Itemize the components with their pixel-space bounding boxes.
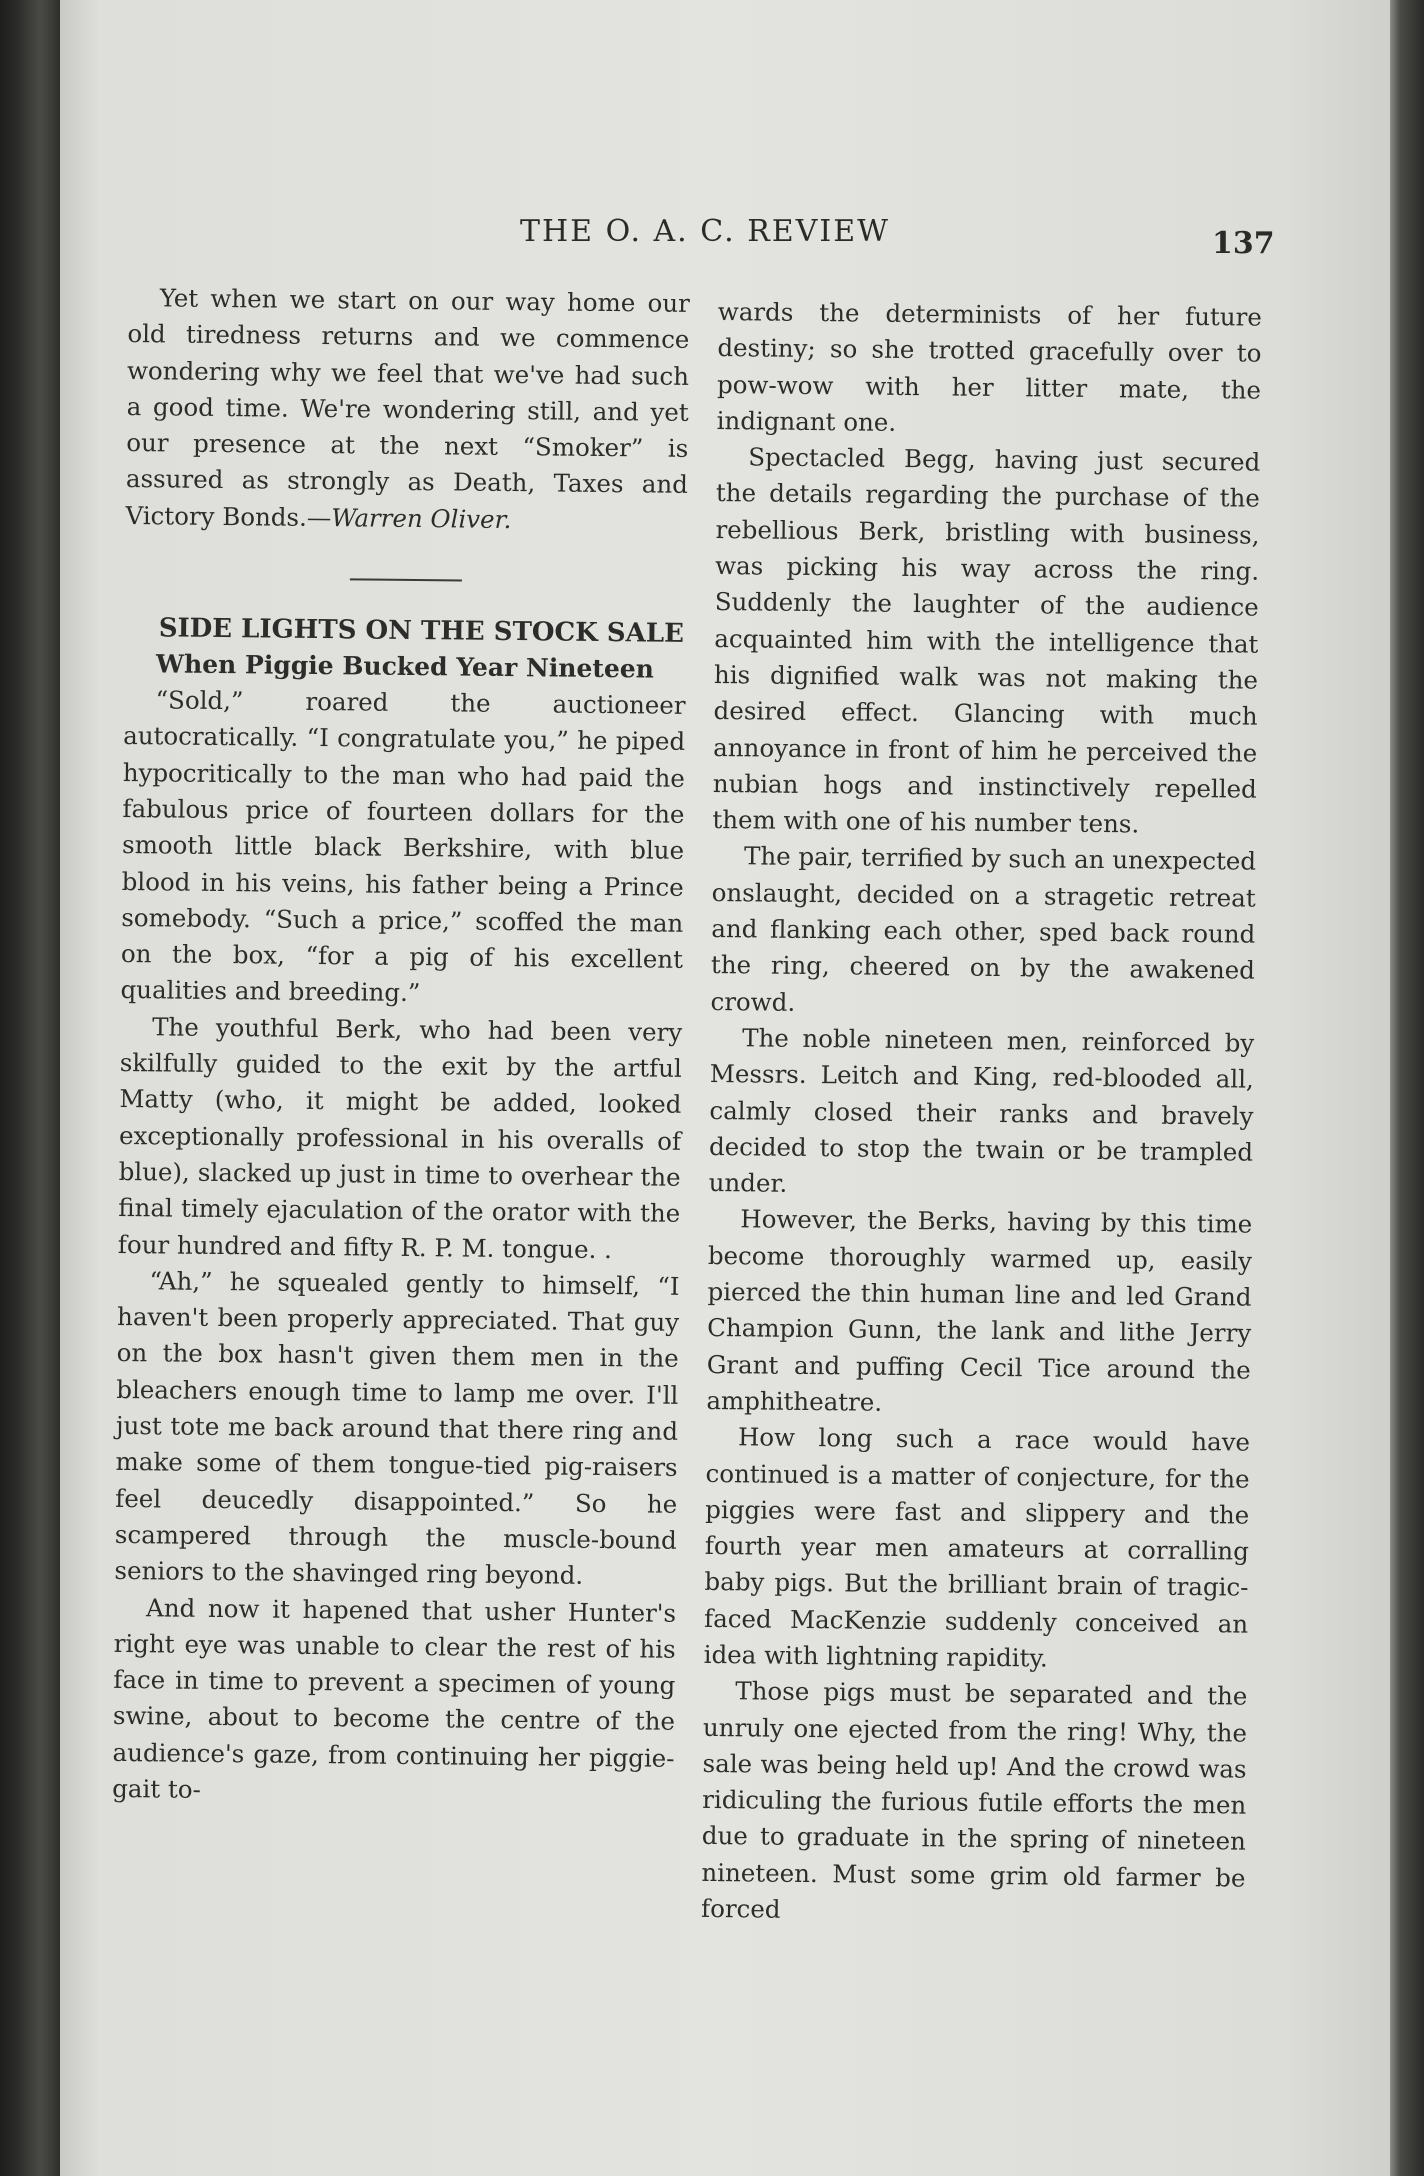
page-edge-shadow [1390,0,1424,2176]
paragraph: “Sold,” roared the auctioneer autocratically. “I congratulate you,” he piped hypocritically to the man who had paid the fabulous price of fourteen dollars for the smooth little black Berkshire, with blue blood in his veins, his father being a Prince somebody. “Such a price,” scoffed the man on the box, “for a pig of his excellent qualities and breeding.” [120,685,686,1008]
paragraph: The noble nineteen men, reinforced by Messrs. Leitch and King, red-blooded all, calmly closed their ranks and bravely decided to stop the twain or be trampled under. [708,1023,1255,1198]
article-subhead: When Piggie Bucked Year Nineteen [155,649,655,684]
right-column [701,294,1262,1933]
page-header [0,214,1424,264]
paragraph: The youthful Berk, who had been very skilfully guided to the exit by the artful Matty (who, it might be added, looked exceptionally professional in his overalls of blue), slacked up just in time to overhear the final timely ejaculation of the orator with the four hundred and fifty R. P. M. tongue. . [117,1012,683,1264]
left-column [112,280,690,1813]
paragraph: And now it hapened that usher Hunter's right eye was unable to clear the rest of his face in time to prevent a specimen of young swine, about to become the centre of the audience's gaze, from continuing her piggie-gait to- [112,1592,677,1804]
paragraph: “Ah,” he squealed gently to himself, “I haven't been properly appreciated. That guy on the box hasn't given them men in the bleachers enough time to lamp me over. I'll just tote me back around that there ring and make some of them tongue-tied pig-raisers feel deucedly disappointed.” So he scampered through the muscle-bound seniors to the shavinged ring beyond. [114,1266,680,1591]
paragraph: The pair, terrified by such an unexpected onslaught, decided on a stragetic retreat and flanking each other, sped back round the ring, cheered on by the awakened crowd. [710,841,1257,1017]
intro-paragraph [125,280,690,540]
byline: Warren Oliver. [331,502,512,534]
paragraph: Those pigs must be separated and the unruly one ejected from the ring! Why, the sale was being held up! And the crowd was ridiculing the furious futile efforts the men due to graduate in the spring of nineteen nineteen. Must some grim old farmer be forced [700,1676,1248,1924]
paragraph: How long such a race would have continued is a matter of conjecture, for the piggies were fast and slippery and the fourth year men amateurs at corralling baby pigs. But the brilliant brain of tragic-faced MacKenzie suddenly conceived an idea with lightning rapidity. [703,1422,1251,1673]
section-divider [350,578,462,581]
paragraph: However, the Berks, having by this time become thoroughly warmed up, easily pierced the thin human line and led Grand Champion Gunn, the lank and lithe Jerry Grant and puffing Cecil Tice around the amphitheatre. [706,1204,1253,1417]
paragraph: wards the determinists of her future destiny; so she trotted gracefully over to pow-wow with her litter mate, the indignant one. [716,296,1262,437]
intro-text: Yet when we start on our way home our old tiredness returns and we commence wondering why we feel that we've had such a good time. We're wondering still, and yet our presence at the next “Smoker” is assured as strongly as Death, Taxes and Victory Bonds.— [125,283,690,532]
paragraph: Spectacled Begg, having just secured the details regarding the purchase of the rebellious Berk, bristling with business, was picking his way across the ring. Suddenly the laughter of the audience acquainted him with the intelligence that his dignified walk was not making the desired effect. Glancing with much annoyance in front of him he perceived the nubian hogs and instinctively repelled them with one of his number tens. [712,442,1261,839]
running-title: THE O. A. C. REVIEW [520,214,890,249]
section-title: SIDE LIGHTS ON THE STOCK SALE [158,613,685,649]
page-number: 137 [1212,226,1275,261]
